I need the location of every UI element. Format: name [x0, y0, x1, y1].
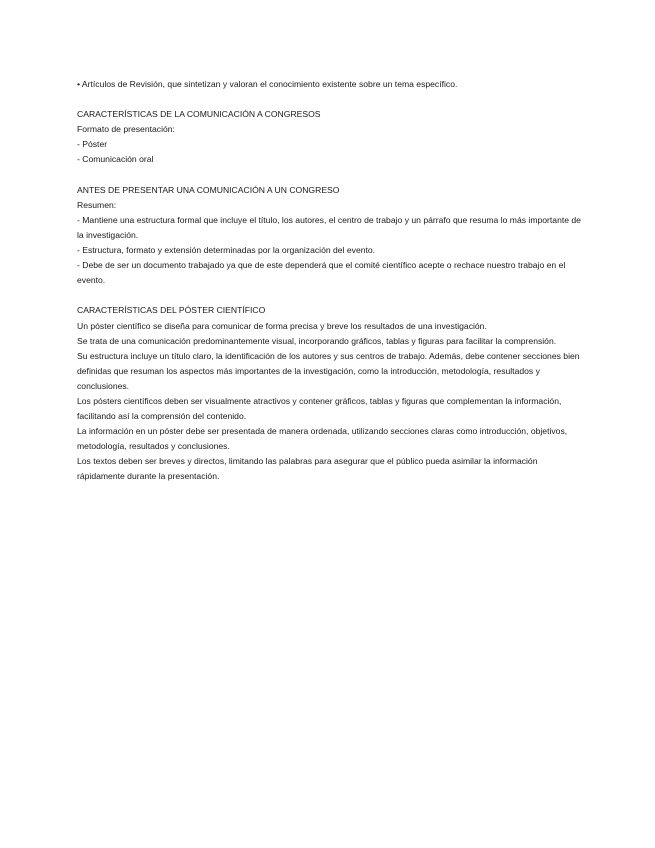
spacer [77, 168, 582, 183]
section-line: - Póster [77, 139, 108, 150]
section-line: Resumen: [77, 199, 117, 210]
section-poster-characteristics [77, 303, 582, 484]
section-congress-characteristics [77, 107, 582, 167]
section-line: Un póster científico se diseña para comunicar de forma precisa y breve los resultados de una investigación. [77, 320, 487, 331]
section-heading: CARACTERÍSTICAS DEL PÓSTER CIENTÍFICO [77, 305, 266, 316]
intro-bullet: • Artículos de Revisión, que sintetizan y valoran el conocimiento existente sobre un tema específico. [77, 79, 458, 89]
section-line: Se trata de una comunicación predominantemente visual, incorporando gráficos, tablas y figuras para facilitar la comprensión. [77, 335, 557, 346]
section-before-presenting [77, 183, 582, 289]
section-heading: CARACTERÍSTICAS DE LA COMUNICACIÓN A CONGRESOS [77, 109, 321, 120]
section-line: Formato de presentación: [77, 124, 175, 135]
section-line: Su estructura incluye un título claro, la identificación de los autores y sus centros de trabajo. Además, debe contener secciones bien definidas que resuman los aspectos más importantes de la investigación, como la introducción, metodología, resultados y conclusiones. [77, 350, 580, 391]
section-line: - Debe de ser un documento trabajado ya que de este dependerá que el comité científico acepte o rechace nuestro trabajo en el evento. [77, 260, 566, 286]
section-line: - Comunicación oral [77, 154, 154, 165]
spacer [77, 288, 582, 303]
spacer [77, 92, 582, 107]
section-line: Los textos deben ser breves y directos, limitando las palabras para asegurar que el público pueda asimilar la información rápidamente durante la presentación. [77, 456, 538, 482]
section-heading: ANTES DE PRESENTAR UNA COMUNICACIÓN A UN CONGRESO [77, 184, 340, 195]
section-line: - Estructura, formato y extensión determinadas por la organización del evento. [77, 245, 376, 256]
section-line: - Mantiene una estructura formal que incluye el título, los autores, el centro de trabajo y un párrafo que resuma lo más importante de la investigación. [77, 214, 581, 240]
document-page [77, 77, 582, 485]
section-line: Los pósters científicos deben ser visualmente atractivos y contener gráficos, tablas y figuras que complementan la información, facilitando así la comprensión del contenido. [77, 395, 562, 422]
section-line: La información en un póster debe ser presentada de manera ordenada, utilizando secciones claras como introducción, objetivos, metodología, resultados y conclusiones. [77, 426, 568, 452]
